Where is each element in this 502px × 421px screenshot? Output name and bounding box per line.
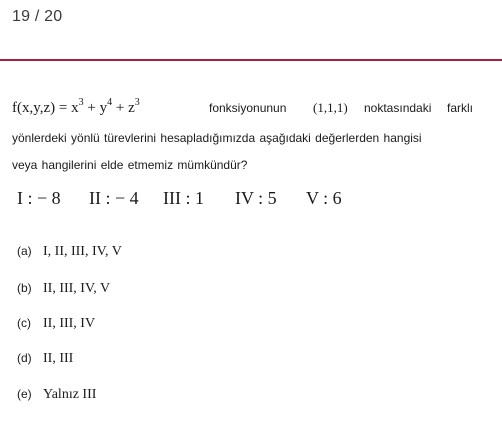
option-a-label: (a) <box>17 244 32 258</box>
option-a-text: I, II, III, IV, V <box>43 244 122 259</box>
question-point: (1,1,1) <box>313 100 348 115</box>
value-iv: IV : 5 <box>235 188 277 208</box>
option-c-text: II, III, IV <box>43 316 96 331</box>
question-line-1 <box>12 98 490 120</box>
option-e-text: Yalnız III <box>43 387 97 402</box>
option-d[interactable] <box>17 351 73 367</box>
value-i: I : − 8 <box>17 188 61 208</box>
header-divider <box>0 59 502 61</box>
option-b[interactable] <box>17 281 110 297</box>
option-d-label: (d) <box>17 351 32 365</box>
question-line-2: yönlerdeki yönlü türevlerini hesapladığımızda aşağıdaki değerlerden hangisi <box>12 131 422 145</box>
option-a[interactable] <box>17 244 122 260</box>
question-word-different: farklı <box>447 101 474 115</box>
question-word-function: fonksiyonunun <box>209 101 287 115</box>
option-b-label: (b) <box>17 281 32 295</box>
option-c-label: (c) <box>17 316 31 330</box>
value-list <box>17 188 487 212</box>
option-c[interactable] <box>17 316 95 332</box>
function-expression: $f(x,y,z) = x^3 + y^4 + z^3$ <box>12 97 140 116</box>
value-iii: III : 1 <box>163 188 204 208</box>
value-v: V : 6 <box>306 188 342 208</box>
option-b-text: II, III, IV, V <box>43 281 111 296</box>
question-word-point: noktasındaki <box>364 101 432 115</box>
question-line-3: veya hangilerini elde etmemiz mümkündür? <box>12 158 248 172</box>
option-e[interactable] <box>17 387 96 403</box>
option-d-text: II, III <box>43 351 74 366</box>
value-ii: II : − 4 <box>89 188 139 208</box>
option-e-label: (e) <box>17 387 32 401</box>
page-counter: 19 / 20 <box>12 8 63 25</box>
